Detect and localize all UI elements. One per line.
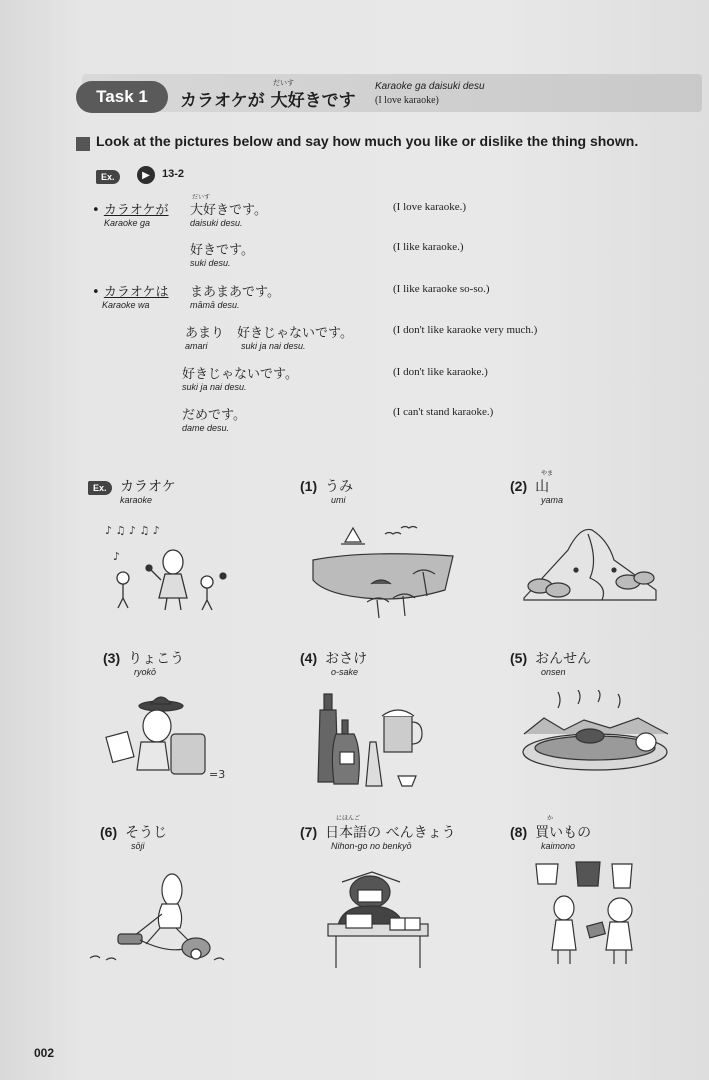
item-5-romaji: onsen — [541, 667, 566, 677]
task-header-bar — [82, 74, 702, 112]
svg-text:♪ ♫ ♪ ♫ ♪: ♪ ♫ ♪ ♫ ♪ — [105, 524, 160, 537]
example-line-5: まあまあです。 — [190, 285, 280, 300]
example-romaji-6b: suki ja nai desu. — [241, 341, 306, 351]
karaoke-illustration — [95, 520, 245, 615]
item-3-romaji: ryokō — [134, 667, 157, 677]
item-7-furigana: にほんご — [336, 815, 361, 822]
task-title: カラオケが 大好きです — [180, 91, 356, 111]
hot-spring-illustration — [518, 690, 673, 780]
travel-illustration — [105, 690, 230, 785]
item-6-romaji: sōji — [131, 841, 145, 851]
item-3-label: (3) りょこう — [103, 650, 185, 667]
example-line-8: だめです。 — [182, 408, 246, 423]
task-english: (I love karaoke) — [375, 95, 439, 106]
item-ex-badge: Ex. — [88, 481, 112, 495]
example-romaji-2: daisuki desu. — [190, 218, 243, 228]
example-line-1: • カラオケが — [92, 203, 169, 218]
example-line-2: 大好きです。 — [190, 203, 267, 218]
instruction-text: Look at the pictures below and say how much you like or dislike the thing shown. — [96, 133, 639, 149]
item-7-label: (7) 日本語の べんきょう — [300, 824, 456, 841]
studying-illustration — [322, 866, 434, 976]
example-romaji-8: dame desu. — [182, 423, 230, 433]
example-romaji-7: suki ja nai desu. — [182, 382, 247, 392]
item-1-label: (1) うみ — [300, 478, 354, 495]
example-furigana-2: だいす — [192, 194, 211, 201]
task-label: Task 1 — [76, 81, 168, 113]
example-romaji-3: suki desu. — [190, 258, 231, 268]
example-line-7: 好きじゃないです。 — [182, 367, 298, 382]
item-7-romaji: Nihon-go no benkyō — [331, 841, 412, 851]
example-romaji-1: Karaoke ga — [104, 218, 151, 228]
item-ex-romaji: karaoke — [120, 495, 153, 505]
example-english-5: (I like karaoke so-so.) — [393, 283, 490, 295]
item-6-label: (6) そうじ — [100, 824, 168, 841]
task-title-furigana: だいす — [273, 79, 294, 87]
example-line-3: 好きです。 — [190, 243, 254, 258]
mountain-illustration — [518, 520, 663, 605]
sea-illustration — [305, 520, 460, 620]
audio-track-number: 13-2 — [162, 168, 185, 180]
item-2-label: (2) 山 — [510, 478, 550, 495]
item-1-romaji: umi — [331, 495, 346, 505]
svg-text:♪: ♪ — [113, 550, 121, 563]
example-english-8: (I can't stand karaoke.) — [393, 406, 494, 418]
instruction-square-icon — [76, 137, 90, 151]
example-romaji-5: māmā desu. — [190, 300, 240, 310]
item-8-label: (8) 買いもの — [510, 824, 592, 841]
item-4-label: (4) おさけ — [300, 650, 368, 667]
item-8-romaji: kaimono — [541, 841, 576, 851]
example-english-3: (I like karaoke.) — [393, 241, 464, 253]
page-number: 002 — [34, 1046, 55, 1060]
example-badge: Ex. — [96, 170, 120, 184]
svg-text:=3: =3 — [209, 768, 226, 781]
cleaning-illustration — [88, 870, 238, 970]
example-english-7: (I don't like karaoke.) — [393, 366, 488, 378]
example-romaji-6a: amari — [185, 341, 208, 351]
example-line-6: あまり 好きじゃないです。 — [185, 326, 353, 341]
audio-play-icon[interactable]: ▶ — [137, 166, 155, 184]
example-english-6: (I don't like karaoke very much.) — [393, 324, 538, 336]
example-line-4: • カラオケは — [92, 285, 169, 300]
item-5-label: (5) おんせん — [510, 650, 592, 667]
alcohol-illustration — [312, 690, 427, 790]
item-ex-label: カラオケ — [120, 479, 176, 495]
item-2-furigana: やま — [541, 470, 554, 477]
item-2-romaji: yama — [541, 495, 564, 505]
task-romaji: Karaoke ga daisuki desu — [375, 81, 485, 92]
item-8-furigana: か — [547, 815, 554, 822]
example-romaji-4: Karaoke wa — [102, 300, 150, 310]
item-4-romaji: o-sake — [331, 667, 359, 677]
shopping-illustration — [528, 858, 643, 973]
example-english-2: (I love karaoke.) — [393, 201, 466, 213]
